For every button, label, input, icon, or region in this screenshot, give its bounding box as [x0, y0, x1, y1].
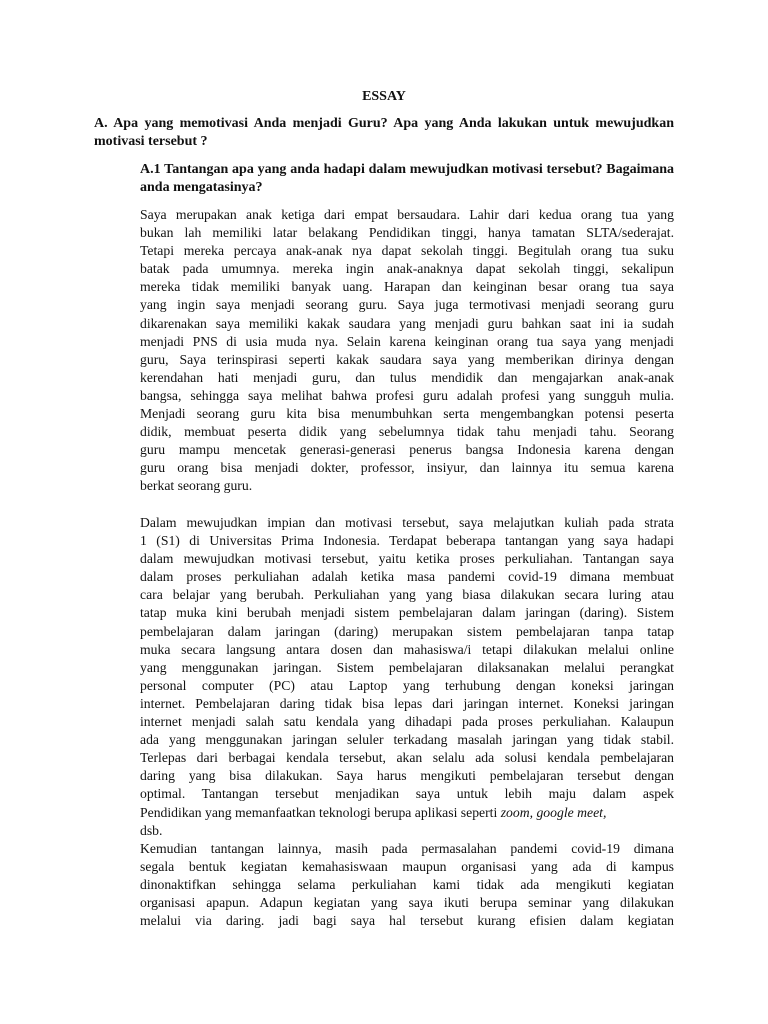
paragraph-line: Dalam mewujudkan impian dan motivasi tersebut, saya melajutkan kuliah pada strata [140, 515, 674, 530]
question-a1-heading: A.1 Tantangan apa yang anda hadapi dalam mewujudkan motivasi tersebut? Bagaimana anda mengatasinya? [140, 162, 674, 195]
paragraph-line: yang menggunakan jaringan. Sistem pembelajaran dilaksanakan melalui perangkat [140, 659, 674, 675]
paragraph-line: guru, Saya terinspirasi seperti kakak saudara saya yang memberikan dirinya dengan [140, 351, 674, 367]
paragraph-line-with-italic [140, 804, 674, 822]
document-title: ESSAY [362, 89, 406, 104]
paragraph-2 [140, 514, 674, 840]
paragraph-line: 1 (S1) di Universitas Prima Indonesia. Terdapat beberapa tantangan yang saya hadapi [140, 533, 674, 549]
paragraph-line: pembelajaran dalam jaringan (daring) merupakan sistem pembelajaran tanpa tatap [140, 623, 674, 639]
paragraph-line: personal computer (PC) atau Laptop yang terhubung dengan koneksi jaringan [140, 677, 674, 693]
paragraph-line: optimal. Tantangan tersebut menjadikan saya untuk lebih maju dalam aspek [140, 786, 674, 802]
paragraph-line: Saya merupakan anak ketiga dari empat bersaudara. Lahir dari kedua orang tua yang [140, 207, 674, 222]
paragraph-line: muka secara langsung antara dosen dan mahasiswa/i tetapi dilakukan melalui online [140, 641, 674, 657]
paragraph-line: bangsa, sehingga saya melihat bahwa profesi guru adalah profesi yang sungguh mulia. [140, 387, 674, 403]
paragraph-line: menjadi PNS di usia muda nya. Selain karena keinginan orang tua saya yang menjadi [140, 333, 674, 349]
question-a-heading: A. Apa yang memotivasi Anda menjadi Guru? Apa yang Anda lakukan untuk mewujudkan motivasi tersebut ? [94, 116, 674, 149]
paragraph-line: ada yang menggunakan jaringan seluler terkadang masalah jaringan yang tidak stabil. [140, 732, 674, 748]
paragraph-line: melalui via daring. jadi bagi saya hal tersebut kurang efisien dalam kegiatan [140, 913, 674, 929]
paragraph-line: segala bentuk kegiatan kemahasiswaan maupun organisasi yang ada di kampus [140, 859, 674, 875]
paragraph-line: daring yang bisa dilakukan. Saya harus mengikuti pembelajaran tersebut dengan [140, 768, 674, 784]
paragraph-line: didik, membuat peserta didik yang sebelumnya tidak tahu menjadi tahu. Seorang [140, 424, 674, 440]
paragraph-line: Terlepas dari berbagai kendala tersebut, akan selalu ada solusi kendala pembelajaran [140, 750, 674, 766]
paragraph-line: berkat seorang guru. [140, 478, 253, 494]
italic-apps-text: zoom, google meet, [500, 804, 607, 820]
paragraph-line-prefix: Pendidikan yang memanfaatkan teknologi berupa aplikasi seperti [140, 804, 501, 820]
paragraph-line: Tetapi mereka percaya anak-anak nya dapat sekolah tinggi. Begitulah orang tua suku [140, 243, 674, 259]
paragraph-line: dsb. [140, 822, 163, 838]
paragraph-1 [140, 206, 674, 496]
paragraph-line: guru mampu mencetak generasi-generasi penerus bangsa Indonesia karena dengan [140, 442, 674, 458]
paragraph-line: Menjadi seorang guru kita bisa menumbuhkan serta mengembangkan potensi peserta [140, 406, 674, 422]
paragraph-line: organisasi apapun. Adapun kegiatan yang saya ikuti berupa seminar yang dilakukan [140, 895, 674, 911]
paragraph-line: dikarenakan saya memiliki kakak saudara yang menjadi guru bahkan saat ini ia sudah [140, 315, 674, 331]
paragraph-line: mereka tidak memiliki banyak uang. Harapan dan keinginan besar orang tua saya [140, 279, 674, 295]
paragraph-line: dinonaktifkan sehingga selama perkuliahan kami tidak ada mengikuti kegiatan [140, 877, 674, 893]
paragraph-line: kerendahan hati menjadi guru, dan tulus mendidik dan mengajarkan anak-anak [140, 369, 674, 385]
paragraph-3 [140, 840, 674, 930]
paragraph-line: internet menjadi salah satu kendala yang dihadapi pada proses perkuliahan. Kalaupun [140, 714, 674, 730]
paragraph-line: dalam proses perkuliahan adalah ketika masa pandemi covid-19 dimana membuat [140, 569, 674, 585]
paragraph-line: yang ingin saya menjadi seorang guru. Saya juga termotivasi menjadi seorang guru [140, 297, 674, 313]
paragraph-line: cara belajar yang berubah. Perkuliahan yang yang biasa dilakukan secara luring atau [140, 587, 674, 603]
paragraph-line: bukan lah memiliki latar belakang Pendidikan tinggi, hanya tamatan SLTA/sederajat. [140, 225, 674, 241]
paragraph-line: tatap muka kini berubah menjadi sistem pembelajaran dalam jaringan (daring). Sistem [140, 605, 674, 621]
paragraph-line: guru orang bisa menjadi dokter, professor, insiyur, dan lainnya itu semua karena [140, 460, 674, 476]
paragraph-line: Kemudian tantangan lainnya, masih pada permasalahan pandemi covid-19 dimana [140, 841, 674, 856]
paragraph-line: dalam mewujudkan motivasi tersebut, yaitu ketika proses perkuliahan. Tantangan saya [140, 551, 674, 567]
paragraph-line: batak pada umumnya. mereka ingin anak-anaknya dapat sekolah tinggi, sekalipun [140, 261, 674, 277]
paragraph-line: internet. Pembelajaran daring tidak bisa lepas dari jaringan internet. Koneksi jaringan [140, 695, 674, 711]
